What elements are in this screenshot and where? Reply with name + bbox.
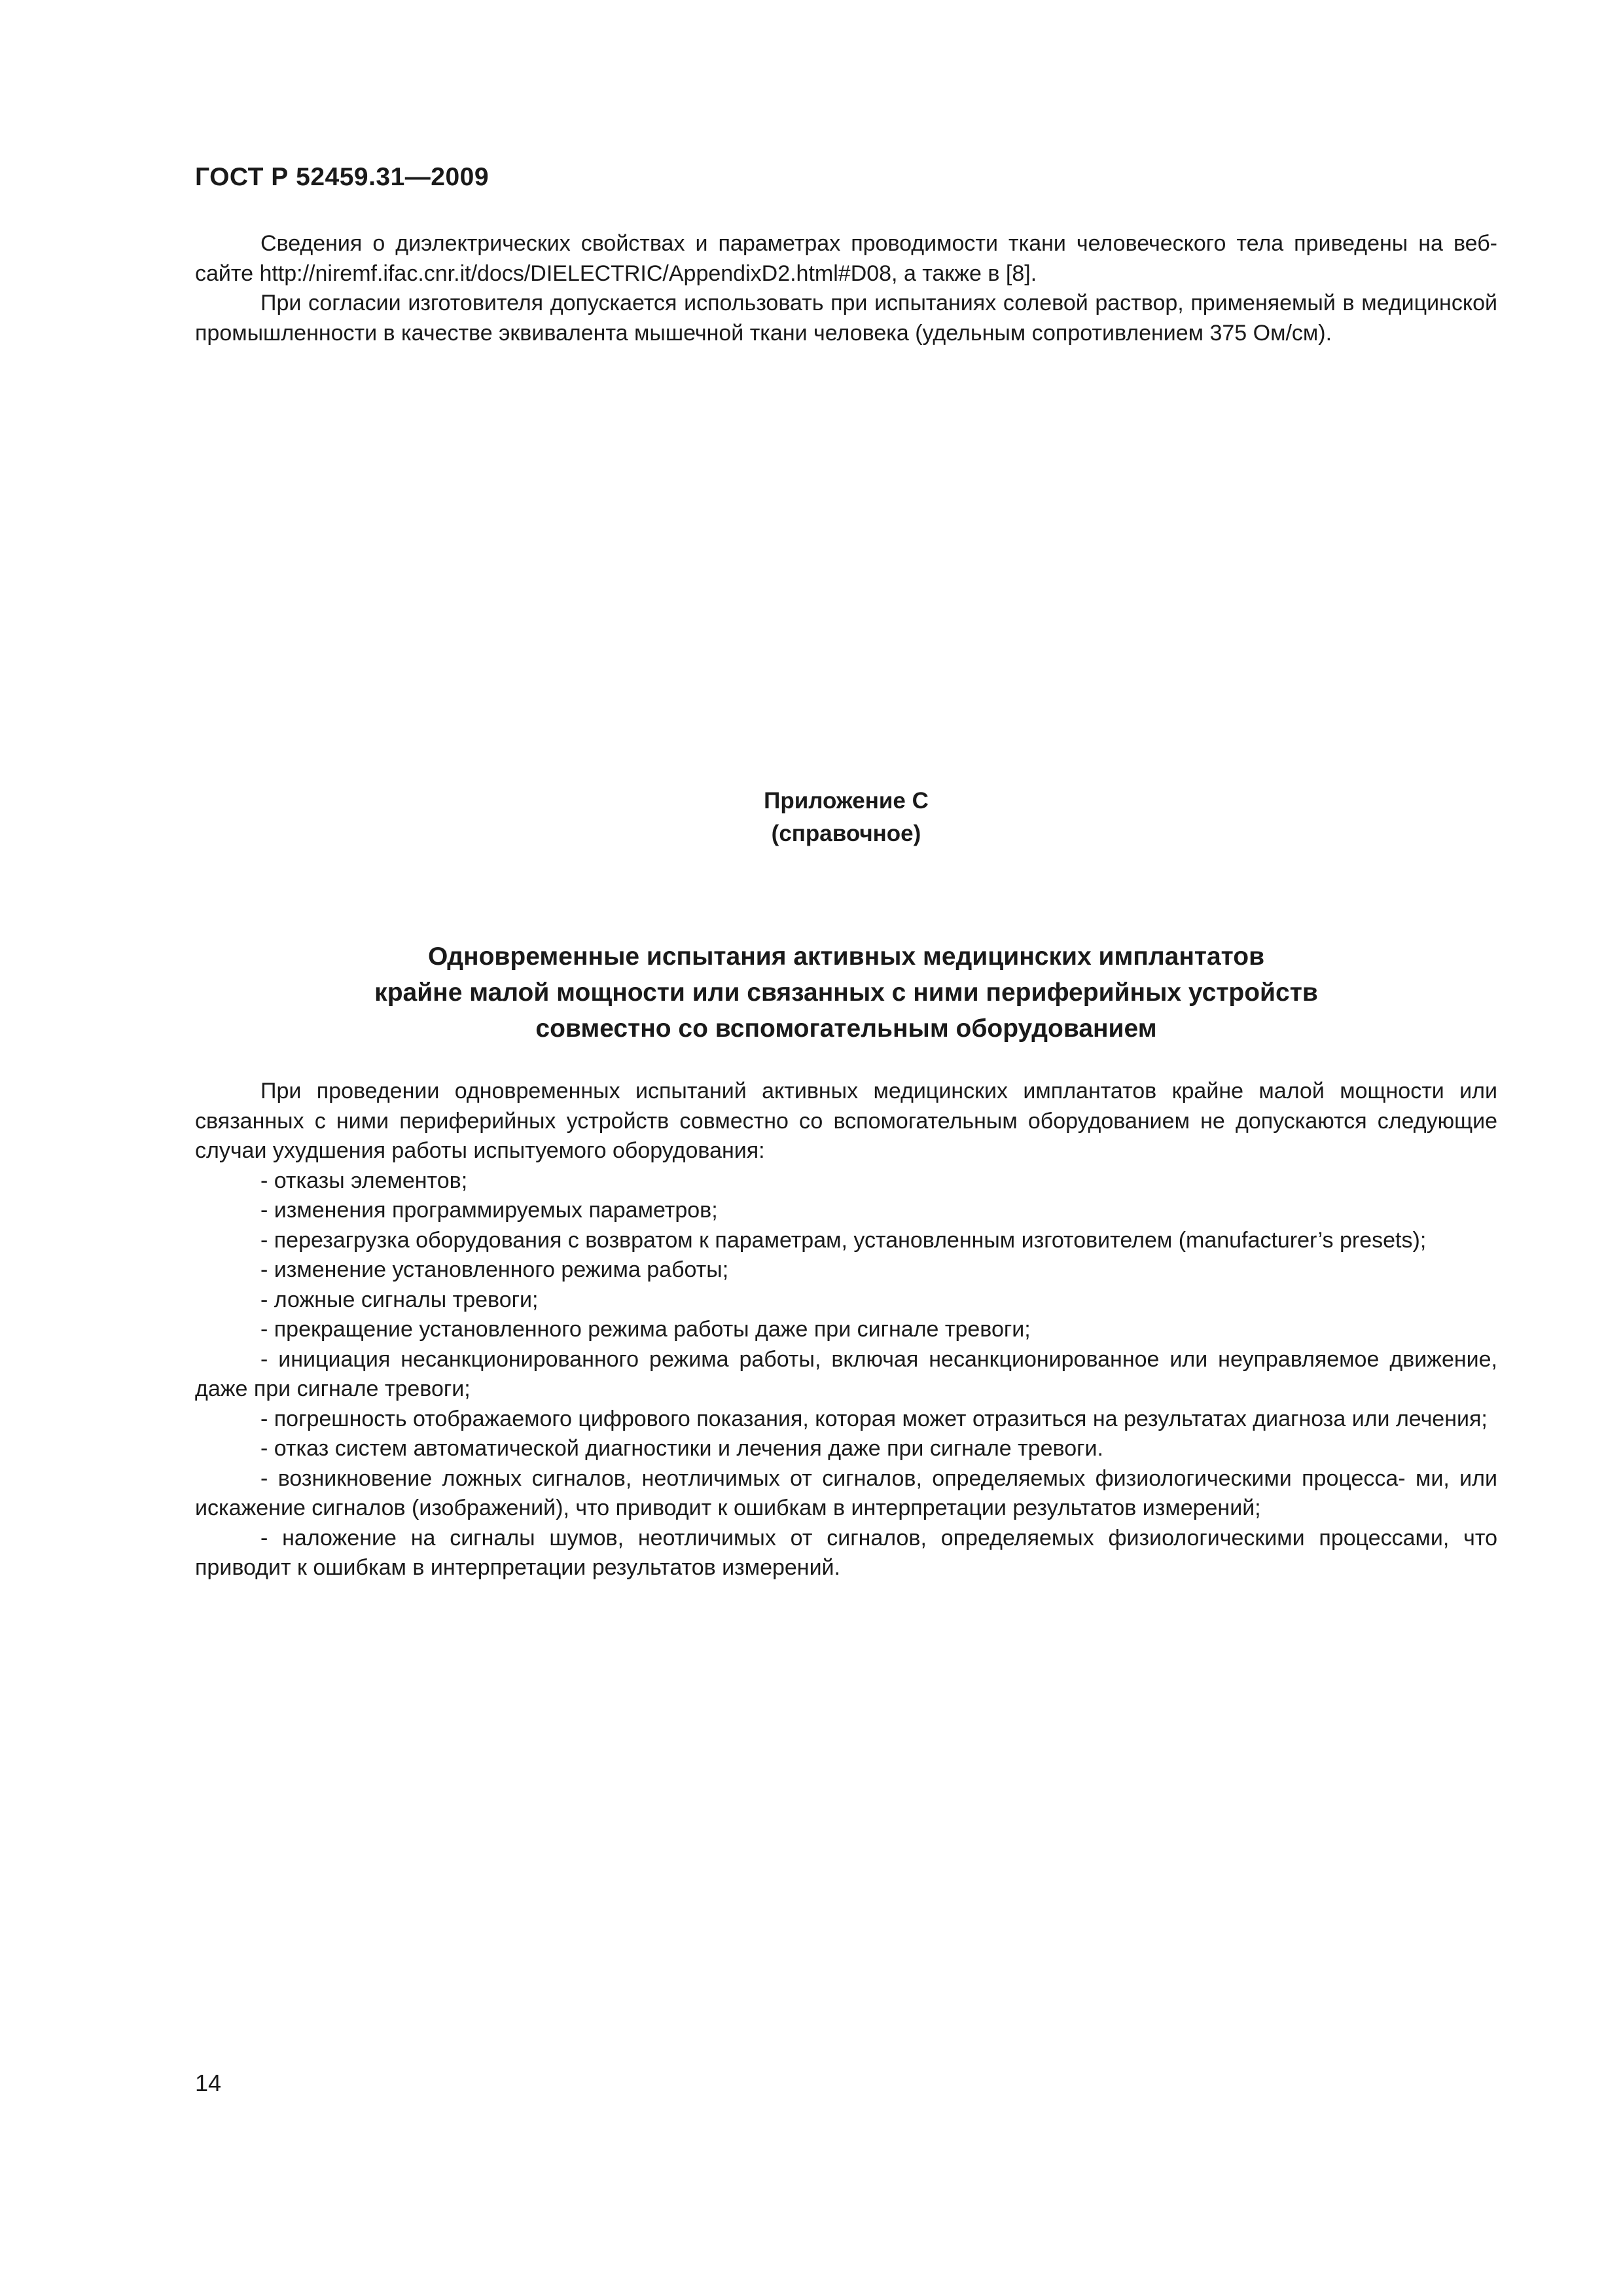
document-code: ГОСТ Р 52459.31—2009 xyxy=(195,163,490,191)
list-item: - отказы элементов; xyxy=(260,1168,468,1193)
list-item: - наложение на сигналы шумов, неотличимых от сигналов, определяемых физиологическими процессами, что приводит к ошибкам в интерпретации результатов измерений. xyxy=(195,1525,1497,1580)
annex-title-line: крайне малой мощности или связанных с ними периферийных устройств xyxy=(374,978,1318,1007)
annex-heading xyxy=(195,785,1497,850)
intro-paragraph: Сведения о диэлектрических свойствах и параметрах проводимости ткани человеческого тела приведены на веб-сайте http://niremf.ifac.cnr.it/docs/DIELECTRIC/AppendixD2.html#D08, а также в [8]. xyxy=(195,231,1497,286)
list-item: - инициация несанкционированного режима работы, включая несанкционированное или неуправляемое движение, даже при сигнале тревоги; xyxy=(195,1346,1497,1401)
annex-body xyxy=(195,1077,1497,1583)
annex-title-line: совместно со вспомогательным оборудованием xyxy=(535,1014,1157,1043)
list-item: - прекращение установленного режима работы даже при сигнале тревоги; xyxy=(260,1317,1031,1342)
annex-title-line: Одновременные испытания активных медицинских имплантатов xyxy=(427,942,1265,971)
intro-text xyxy=(195,229,1497,348)
intro-paragraph: При согласии изготовителя допускается использовать при испытаниях солевой раствор, применяемый в медицинской промышленности в качестве эквивалента мышечной ткани человека (удельным сопротивлением 375 Ом/см). xyxy=(195,291,1497,346)
list-item: - изменение установленного режима работы; xyxy=(260,1257,729,1282)
list-item: - отказ систем автоматической диагностики и лечения даже при сигнале тревоги. xyxy=(260,1436,1103,1461)
list-item: - изменения программируемых параметров; xyxy=(260,1198,718,1223)
list-item: - возникновение ложных сигналов, неотличимых от сигналов, определяемых физиологическими процесса- ми, или искажение сигналов (изображений), что приводит к ошибкам в интерпретации результатов измерений; xyxy=(195,1465,1497,1520)
page-number: 14 xyxy=(195,2070,222,2096)
annex-status: (справочное) xyxy=(771,821,921,846)
list-item: - погрешность отображаемого цифрового показания, которая может отразиться на результатах диагноза или лечения; xyxy=(260,1406,1488,1431)
list-item: - перезагрузка оборудования с возвратом к параметрам, установленным изготовителем (manufacturer’s presets); xyxy=(260,1227,1427,1253)
annex-label: Приложение С xyxy=(764,788,929,814)
degradation-list xyxy=(195,1166,1497,1583)
annex-title xyxy=(195,939,1497,1047)
list-item: - ложные сигналы тревоги; xyxy=(260,1287,539,1312)
annex-lead-paragraph: При проведении одновременных испытаний активных медицинских имплантатов крайне малой мощности или связанных с ними периферийных устройств совместно со вспомогательным оборудованием не допускаются следующие случаи ухудшения работы испытуемого оборудования: xyxy=(195,1079,1497,1163)
